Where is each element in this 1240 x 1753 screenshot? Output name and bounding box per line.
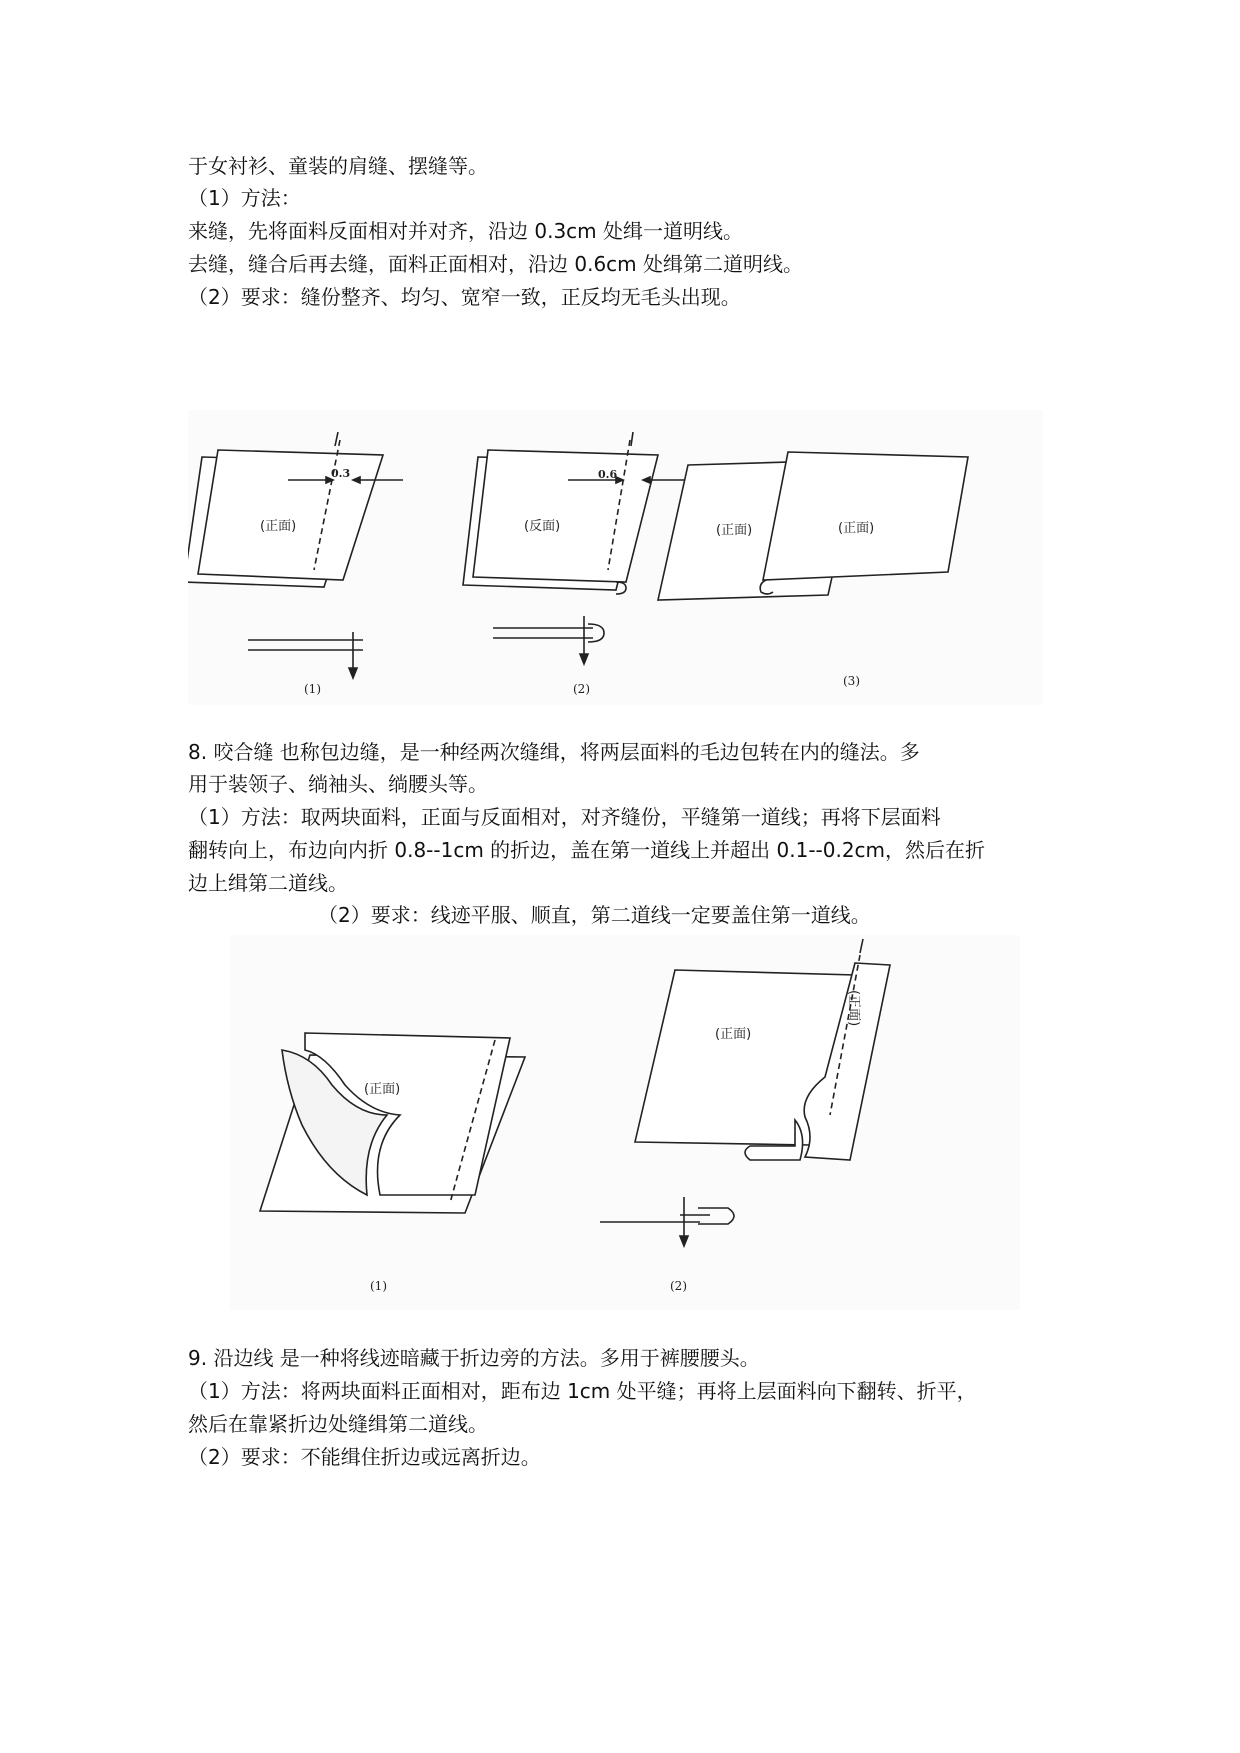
text-line: 来缝，先将面料反面相对并对齐，沿边 0.3cm 处缉一道明线。 <box>188 219 743 243</box>
label-front: (正面) <box>715 1027 752 1042</box>
text-line: （2）要求：不能缉住折边或远离折边。 <box>188 1445 541 1469</box>
text-line: （2）要求：缝份整齐、均匀、宽窄一致，正反均无毛头出现。 <box>188 285 741 309</box>
measure-0-3: 0.3 <box>331 467 351 480</box>
caption: (2) <box>670 1279 687 1293</box>
text-line: 去缝，缝合后再去缝，面料正面相对，沿边 0.6cm 处缉第二道明线。 <box>188 252 803 276</box>
text-line: 然后在靠紧折边处缝缉第二道线。 <box>188 1412 488 1436</box>
text-line: （1）方法：将两块面料正面相对，距布边 1cm 处平缝；再将上层面料向下翻转、折平， <box>188 1379 977 1403</box>
text-line: 边上缉第二道线。 <box>188 871 348 895</box>
caption: (2) <box>573 682 590 696</box>
text-line: 用于装领子、绱袖头、绱腰头等。 <box>188 772 488 796</box>
label-back: (反面) <box>524 519 561 534</box>
label-front-right: (正面) <box>838 521 875 536</box>
text-line: 9. 沿边线 是一种将线迹暗藏于折边旁的方法。多用于裤腰腰头。 <box>188 1346 760 1370</box>
figure-french-seam <box>188 410 1043 705</box>
measure-0-6: 0.6 <box>598 468 618 481</box>
figure-lapped-seam <box>230 935 1020 1310</box>
caption: (3) <box>843 674 860 688</box>
label-front: (正面) <box>364 1082 401 1097</box>
caption: (1) <box>304 682 321 696</box>
text-line: （1）方法： <box>188 186 301 210</box>
text-line: 翻转向上，布边向内折 0.8--1cm 的折边，盖在第一道线上并超出 0.1--0.2cm，然后在折 <box>188 838 986 862</box>
text-line: 8. 咬合缝 也称包边缝，是一种经两次缝缉，将两层面料的毛边包转在内的缝法。多 <box>188 740 920 764</box>
text-line: （1）方法：取两块面料，正面与反面相对，对齐缝份，平缝第一道线；再将下层面料 <box>188 805 941 829</box>
text-line: （2）要求：线迹平服、顺直，第二道线一定要盖住第一道线。 <box>318 903 871 927</box>
text-line: 于女衬衫、童装的肩缝、摆缝等。 <box>188 154 488 178</box>
label-front: (正面) <box>260 519 297 534</box>
label-front-left: (正面) <box>716 523 753 538</box>
caption: (1) <box>370 1279 387 1293</box>
label-side-front: (正面) <box>846 990 861 1027</box>
